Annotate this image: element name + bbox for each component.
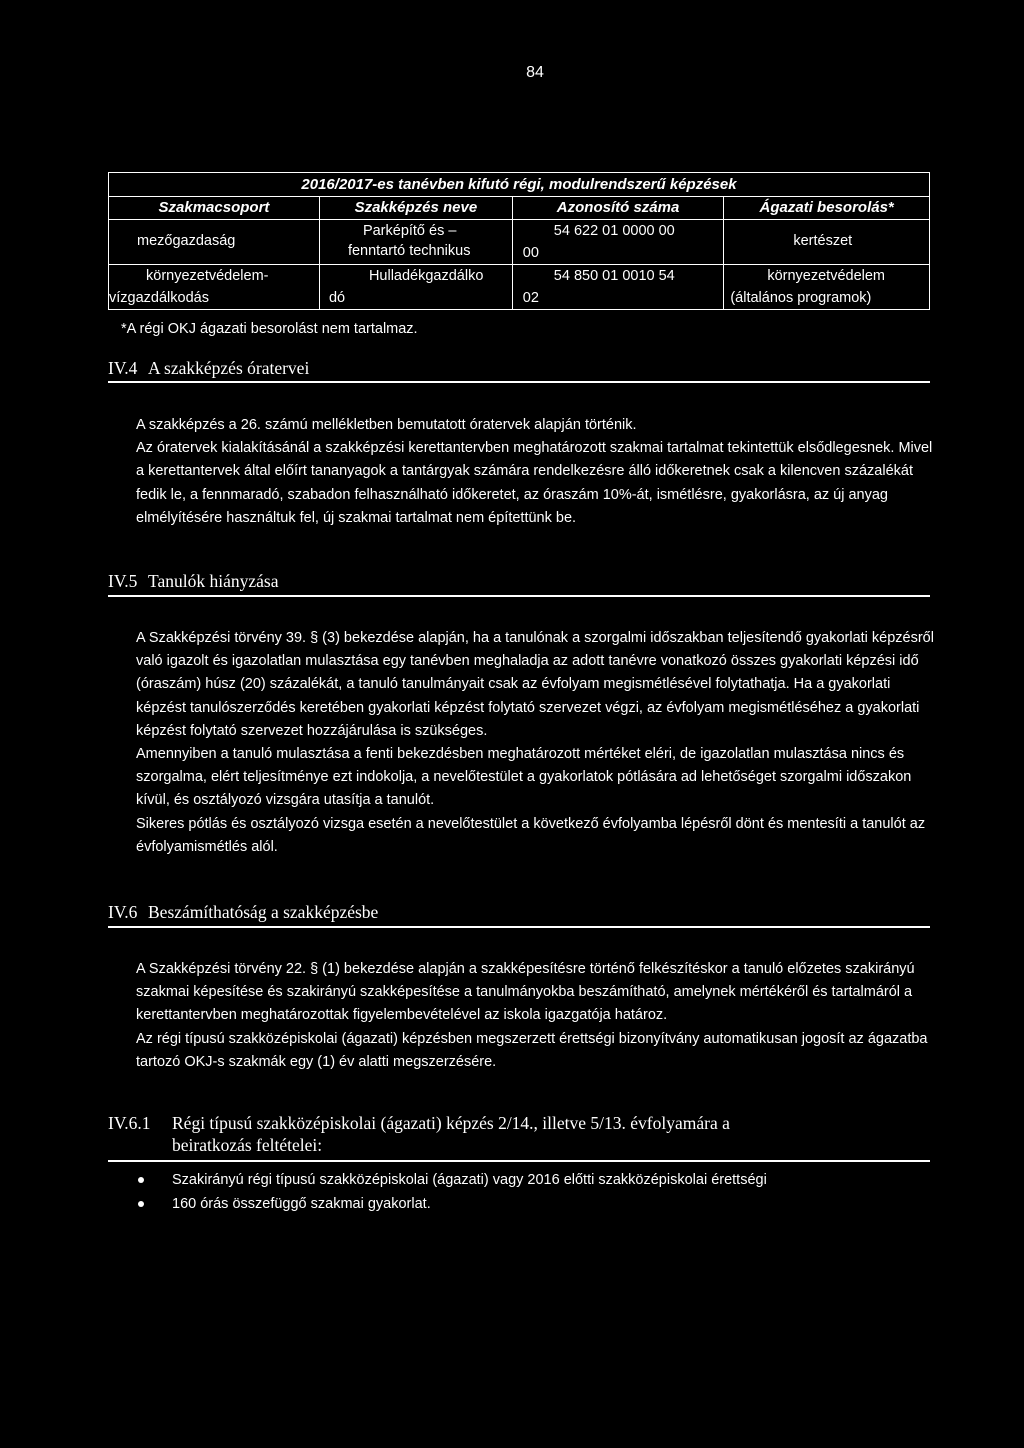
page-number: 84 xyxy=(526,64,544,81)
paragraph: A Szakképzési törvény 22. § (1) bekezdése alapján a szakképesítésre történő felkészítéskor a tanuló előzetes szakirányú szakmai képesítése és szakirányú szakképesítése a tanulmányokba beszámítható, amelynek mértékéről és tartalmáról a kerettantervben meghatározottak figyelembevételével az iskola igazgatója határoz. xyxy=(136,961,915,1024)
cell-group-line2: vízgazdálkodás xyxy=(109,290,209,306)
section-body-iv6 xyxy=(108,958,938,1074)
cell-id-line2: 00 xyxy=(522,245,539,261)
section-body-iv5 xyxy=(108,627,938,859)
paragraph: Az régi típusú szakközépiskolai (ágazati) képzésben megszerzett érettségi bizonyítvány automatikusan jogosít az ágazatba tartozó OKJ-s szakmák egy (1) év alatti megszerzésére. xyxy=(136,1030,928,1070)
list-item: Szakirányú régi típusú szakközépiskolai (ágazati) vagy 2016 előtti szakközépiskolai érettségi xyxy=(138,1168,767,1192)
cell-name-line2: dó xyxy=(328,290,346,306)
section-rule xyxy=(108,381,930,383)
table-row xyxy=(109,220,930,265)
table-row xyxy=(109,265,930,310)
section-rule xyxy=(108,595,930,597)
cell-name-line1: Hulladékgazdálko xyxy=(368,268,484,284)
section-number: IV.6.1 xyxy=(108,1113,151,1133)
cell-sector-line1: környezetvédelem xyxy=(767,268,885,284)
section-number: IV.6 xyxy=(108,902,138,922)
cell-sector: kertészet xyxy=(793,233,853,249)
section-title: A szakképzés óratervei xyxy=(148,358,310,378)
cell-id-line1: 54 622 01 0000 00 xyxy=(553,223,675,239)
section-title: Beszámíthatóság a szakképzésbe xyxy=(148,902,379,922)
cell-name-line2: fenntartó technikus xyxy=(347,243,471,259)
section-title: Tanulók hiányzása xyxy=(148,571,279,591)
table-note: *A régi OKJ ágazati besorolást nem tartalmaz. xyxy=(121,321,418,337)
section-number: IV.5 xyxy=(108,571,138,591)
section-body-iv4 xyxy=(108,414,938,530)
subsection-heading-iv61 xyxy=(108,1112,930,1156)
section-rule xyxy=(108,1160,930,1162)
table-caption: 2016/2017-es tanévben kifutó régi, modulrendszerű képzések xyxy=(109,173,930,197)
cell-sector-line2: (általános programok) xyxy=(730,290,872,306)
header-sector: Ágazati besorolás* xyxy=(724,197,930,220)
courses-table xyxy=(108,172,930,310)
paragraph: Amennyiben a tanuló mulasztása a fenti bekezdésben meghatározott mértéket eléri, de igazolatlan mulasztása nincs és szorgalma, elért teljesítménye ezt indokolja, a nevelőtestület a gyakorlatok pótlására ad lehetőséget szorgalmi időszakon kívül, és osztályozó vizsgára utasítja a tanulót. xyxy=(136,746,912,809)
paragraph: A szakképzés a 26. számú mellékletben bemutatott óratervek alapján történik. xyxy=(136,417,637,433)
paragraph: Az óratervek kialakításánál a szakképzési kerettantervben meghatározott szakmai tartalmat tekintettük elsődlegesnek. Mivel a kerettantervek által előírt tananyagok a tantárgyak számára rendelkezésre álló időkeretnek csak a kilencven százalékát fedik le, a fennmaradó, szabadon felhasználható időkeretet, az óraszám 10%-át, ismétlésre, gyakorlásra, az új anyag elmélyítésére használtuk fel, új szakmai tartalmat nem építettünk be. xyxy=(136,440,933,526)
requirements-list xyxy=(138,1168,767,1216)
section-heading-iv5 xyxy=(108,571,278,592)
section-heading-iv4 xyxy=(108,358,309,379)
cell-group-line1: környezetvédelem- xyxy=(146,268,269,284)
paragraph: A Szakképzési törvény 39. § (3) bekezdése alapján, ha a tanulónak a szorgalmi időszakban teljesítendő gyakorlati képzésről való igazolt és igazolatlan mulasztása egy tanévben meghaladja az adott tanévre vonatkozó összes gyakorlati képzési idő (óraszám) húsz (20) százalékát, a tanuló tanulmányait csak az évfolyam megismétlésével folytathatja. Ha a gyakorlati képzést tanulószerződés keretében gyakorlati képzést folytató szervezet végzi, az évfolyam megismétléséhez a gyakorlati képzést folytató szervezet hozzájárulása is szükséges. xyxy=(136,630,934,739)
list-item: 160 órás összefüggő szakmai gyakorlat. xyxy=(138,1192,767,1216)
section-rule xyxy=(108,926,930,928)
header-id: Azonosító száma xyxy=(512,197,724,220)
section-title-line2: beiratkozás feltételei: xyxy=(172,1135,323,1155)
cell-id-line2: 02 xyxy=(522,290,539,306)
section-number: IV.4 xyxy=(108,358,138,378)
header-name: Szakképzés neve xyxy=(319,197,512,220)
section-heading-iv6 xyxy=(108,902,378,923)
cell-name-line1: Parképítő és – xyxy=(362,223,457,239)
section-title-line1: Régi típusú szakközépiskolai (ágazati) képzés 2/14., illetve 5/13. évfolyamára a xyxy=(172,1113,730,1133)
paragraph: Sikeres pótlás és osztályozó vizsga esetén a nevelőtestület a következő évfolyamba lépésről dönt és mentesíti a tanulót az évfolyamismétlés alól. xyxy=(136,815,926,855)
cell-group: mezőgazdaság xyxy=(137,233,236,249)
cell-id-line1: 54 850 01 0010 54 xyxy=(553,268,675,284)
header-group: Szakmacsoport xyxy=(109,197,320,220)
